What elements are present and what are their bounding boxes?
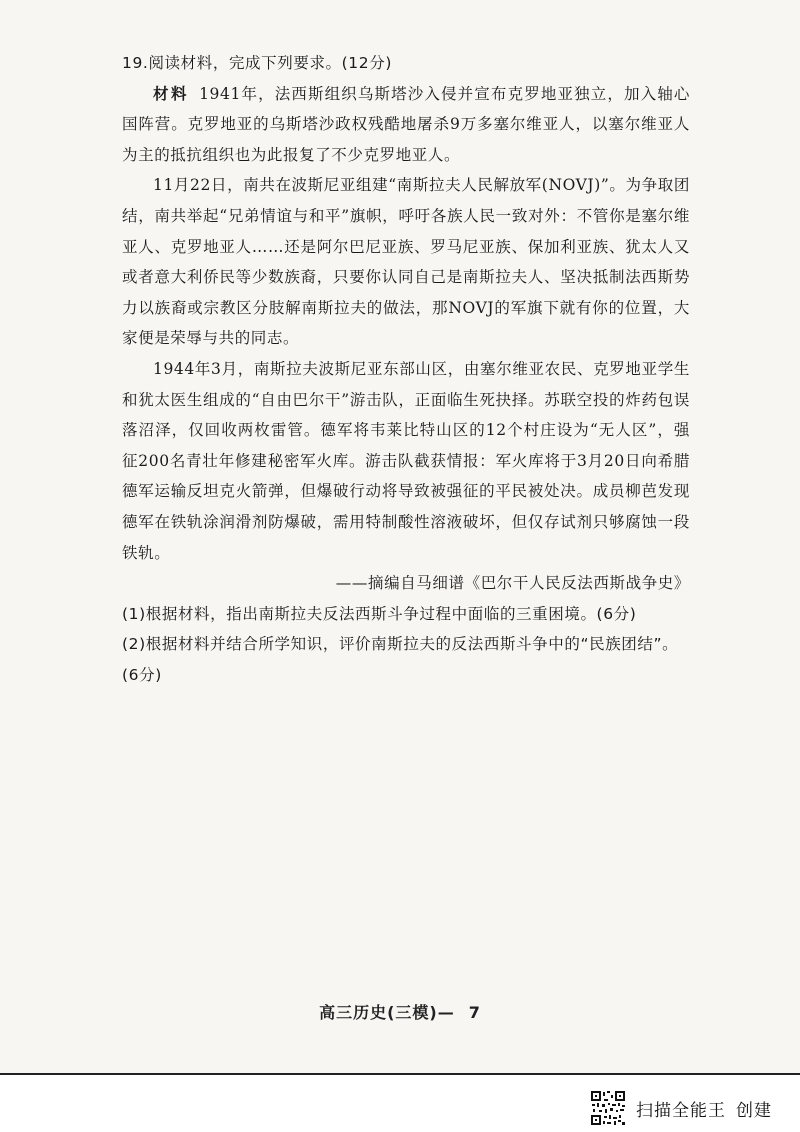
material-paragraph-3: 1944年3月，南斯拉夫波斯尼亚东部山区，由塞尔维亚农民、克罗地亚学生和犹太医生组成的“自由巴尔干”游击队，正面临生死抉择。苏联空投的炸药包误落沼泽，仅回收两枚雷管。德军将韦莱比特山区的12个村庄设为“无人区”，强征200名青壮年修建秘密军火库。游击队截获情报：军火库将于3月20日向希腊德军运输反坦克火箭弹，但爆破行动将导致被强征的平民被处决。成员柳芭发现德军在铁轨涂润滑剂防爆破，需用特制酸性溶液破坏，但仅存试剂只够腐蚀一段铁轨。 [122,359,690,562]
question-block [122,48,690,690]
material-paragraph-1-text: 1941年，法西斯组织乌斯塔沙入侵并宣布克罗地亚独立，加入轴心国阵营。克罗地亚的乌斯塔沙政权残酷地屠杀9万多塞尔维亚人，以塞尔维亚人为主的抵抗组织也为此报复了不少克罗地亚人。 [122,84,690,164]
sub-question-2: (2)根据材料并结合所学知识，评价南斯拉夫的反法西斯斗争中的“民族团结”。(6分) [122,635,679,684]
watermark-app-name: 扫描全能王 [636,1100,726,1121]
qr-code-icon [590,1090,626,1126]
footer-page-number: 7 [468,1003,481,1022]
material-label: 材料 [153,83,190,103]
material-paragraph-2: 11月22日，南共在波斯尼亚组建“南斯拉夫人民解放军(NOVJ)”。为争取团结，南共举起“兄弟情谊与和平”旗帜，呼吁各族人民一致对外：不管你是塞尔维亚人、克罗地亚人……还是阿尔巴尼亚族、罗马尼亚族、保加利亚族、犹太人又或者意大利侨民等少数族裔，只要你认同自己是南斯拉夫人、坚决抵制法西斯势力以族裔或宗教区分肢解南斯拉夫的做法，那NOVJ的军旗下就有你的位置，大家便是荣辱与共的同志。 [122,176,690,348]
sub-question-1: (1)根据材料，指出南斯拉夫反法西斯斗争过程中面临的三重困境。(6分) [122,604,637,623]
page-footer [0,1000,800,1023]
footer-subject: 高三历史(三模)— [319,1003,455,1022]
watermark-action: 创建 [736,1100,772,1121]
material-source: ——摘编自马细谱《巴尔干人民反法西斯战争史》 [335,574,690,593]
question-heading: 19.阅读材料，完成下列要求。(12分) [122,54,392,72]
scanner-watermark [590,1090,772,1126]
material-paragraph-1 [122,79,690,171]
